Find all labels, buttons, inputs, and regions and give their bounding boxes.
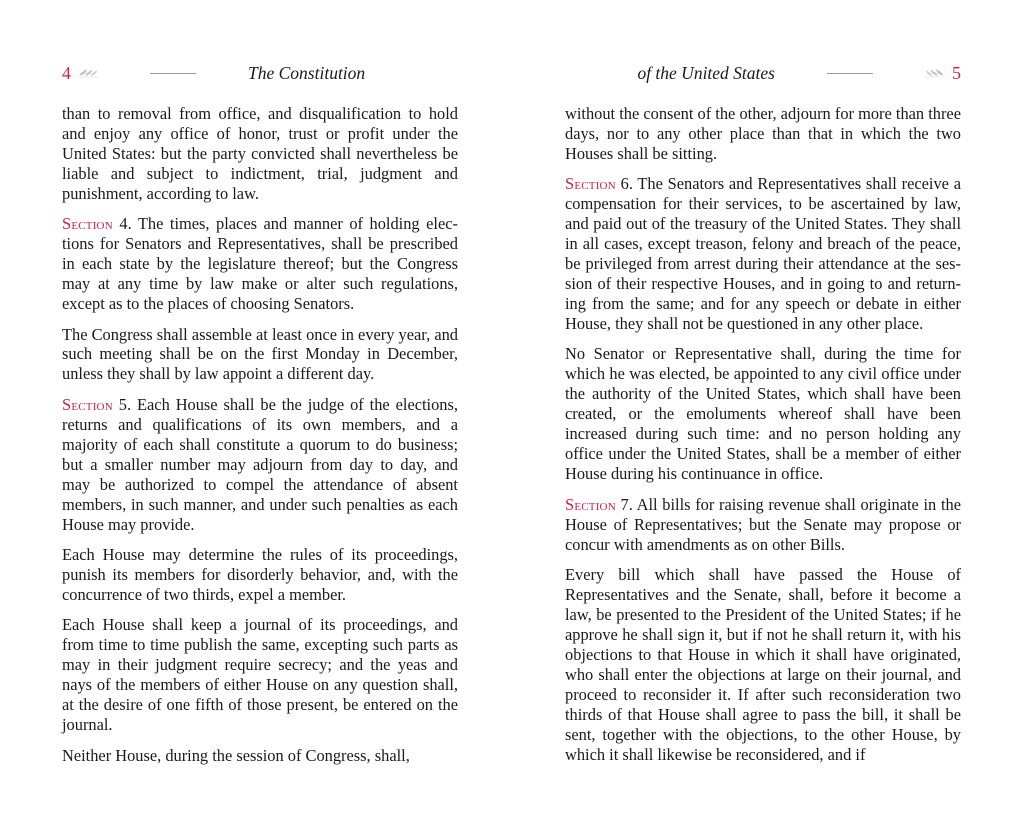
section-number: 6.	[620, 174, 633, 194]
paragraph-text: No Senator or Representative shall, during the time for which he was elected, be appointed to any civil office under the authority of the United States, which shall have been created, or the emoluments whereof shall have been increased during such time: and no person holding any office under the United States, shall be a member of either House during his continuance in office.	[565, 344, 961, 484]
paragraph-text: Each House may determine the rules of its proceedings, punish its members for disorderly behavior, and, with the concurrence of two thirds, expel a member.	[62, 545, 458, 604]
section-marker: Section	[565, 174, 616, 194]
page-folio-left: 4	[62, 63, 71, 83]
body-paragraph	[62, 746, 458, 766]
paragraph-text: The times, places and manner of holding elections for Senators and Representatives, shall be prescribed in each state by the legislature thereof; but the Congress may at any time by law make or alter such regulations, except as to the places of choosing Senators.	[62, 214, 458, 314]
page-folio-right: 5	[952, 63, 961, 83]
section-marker: Section	[565, 494, 616, 514]
body-paragraph	[565, 104, 961, 164]
running-title-left: The Constitution	[248, 62, 366, 83]
section-number: 4.	[119, 214, 132, 234]
paragraph-text: Every bill which shall have passed the House of Representatives and the Senate, shall, before it become a law, be presented to the President of the United States; if he approve he shall sign it, but if not he shall return it, with his objections to that House in which it shall have originated, who shall enter the objections at large on their journal, and proceed to reconsider it. If after such reconsideration two thirds of that House shall agree to pass the bill, it shall be sent, together with the objections, to the other House, by which it shall likewise be reconsidered, and if	[565, 565, 961, 764]
leaf-flourish-ornament	[923, 63, 945, 83]
paragraph-text: The Congress shall assemble at least once in every year, and such meeting shall be on the first Monday in December, unless they shall by law appoint a different day.	[62, 324, 458, 384]
paragraph-text: All bills for raising revenue shall originate in the House of Representatives; but the Senate may propose or concur with amendments as on other Bills.	[565, 494, 961, 554]
section-marker: Section	[62, 394, 113, 414]
body-paragraph	[62, 615, 458, 735]
running-head-right	[565, 60, 961, 86]
body-paragraph	[62, 214, 458, 314]
head-rule-left	[150, 73, 196, 74]
body-paragraph	[62, 395, 458, 535]
text-column-left	[62, 104, 458, 766]
body-paragraph	[565, 495, 961, 555]
paragraph-text: without the consent of the other, adjourn for more than three days, nor to any other place than that in which the two Houses shall be sitting.	[565, 104, 961, 163]
body-paragraph	[62, 104, 458, 204]
paragraph-text: The Senators and Representatives shall receive a compensation for their services, to be ascertained by law, and paid out of the treasury of the United States. They shall in all cases, except treason, felony and breach of the peace, be privileged from arrest during their attendance at the session of their respective Houses, and in going to and returning from the same; and for any speech or debate in either House, they shall not be questioned in any other place.	[565, 174, 961, 334]
body-paragraph	[565, 174, 961, 334]
body-paragraph	[565, 565, 961, 765]
body-paragraph	[62, 545, 458, 605]
paragraph-text: than to removal from office, and disqualification to hold and enjoy any office of honor, trust or profit under the United States: but the party convicted shall nevertheless be liable and subject to indictment, trial, judgment and punishment, according to law.	[62, 104, 458, 203]
paragraph-text: Each House shall be the judge of the elections, returns and qualifications of its own members, and a majority of each shall constitute a quorum to do business; but a smaller number may adjourn from day to day, and may be authorized to compel the attendance of absent members, in such manner, and under such penalties as each House may provide.	[62, 394, 458, 534]
paragraph-text: Each House shall keep a journal of its proceedings, and from time to time publish the same, excepting such parts as may in their judgment require secrecy; and the yeas and nays of the members of either House on any question shall, at the desire of one fifth of those present, be entered on the journal.	[62, 615, 458, 735]
section-number: 7.	[620, 494, 633, 514]
leaf-flourish-ornament	[78, 63, 100, 83]
text-column-right	[565, 104, 961, 765]
paragraph-text: Neither House, during the session of Congress, shall,	[62, 745, 410, 765]
head-rule-right	[827, 73, 873, 74]
body-paragraph	[62, 325, 458, 385]
running-title-right: of the United States	[637, 62, 775, 83]
section-number: 5.	[118, 394, 132, 414]
section-marker: Section	[62, 214, 113, 234]
body-paragraph	[565, 344, 961, 484]
running-head-left	[62, 60, 458, 86]
